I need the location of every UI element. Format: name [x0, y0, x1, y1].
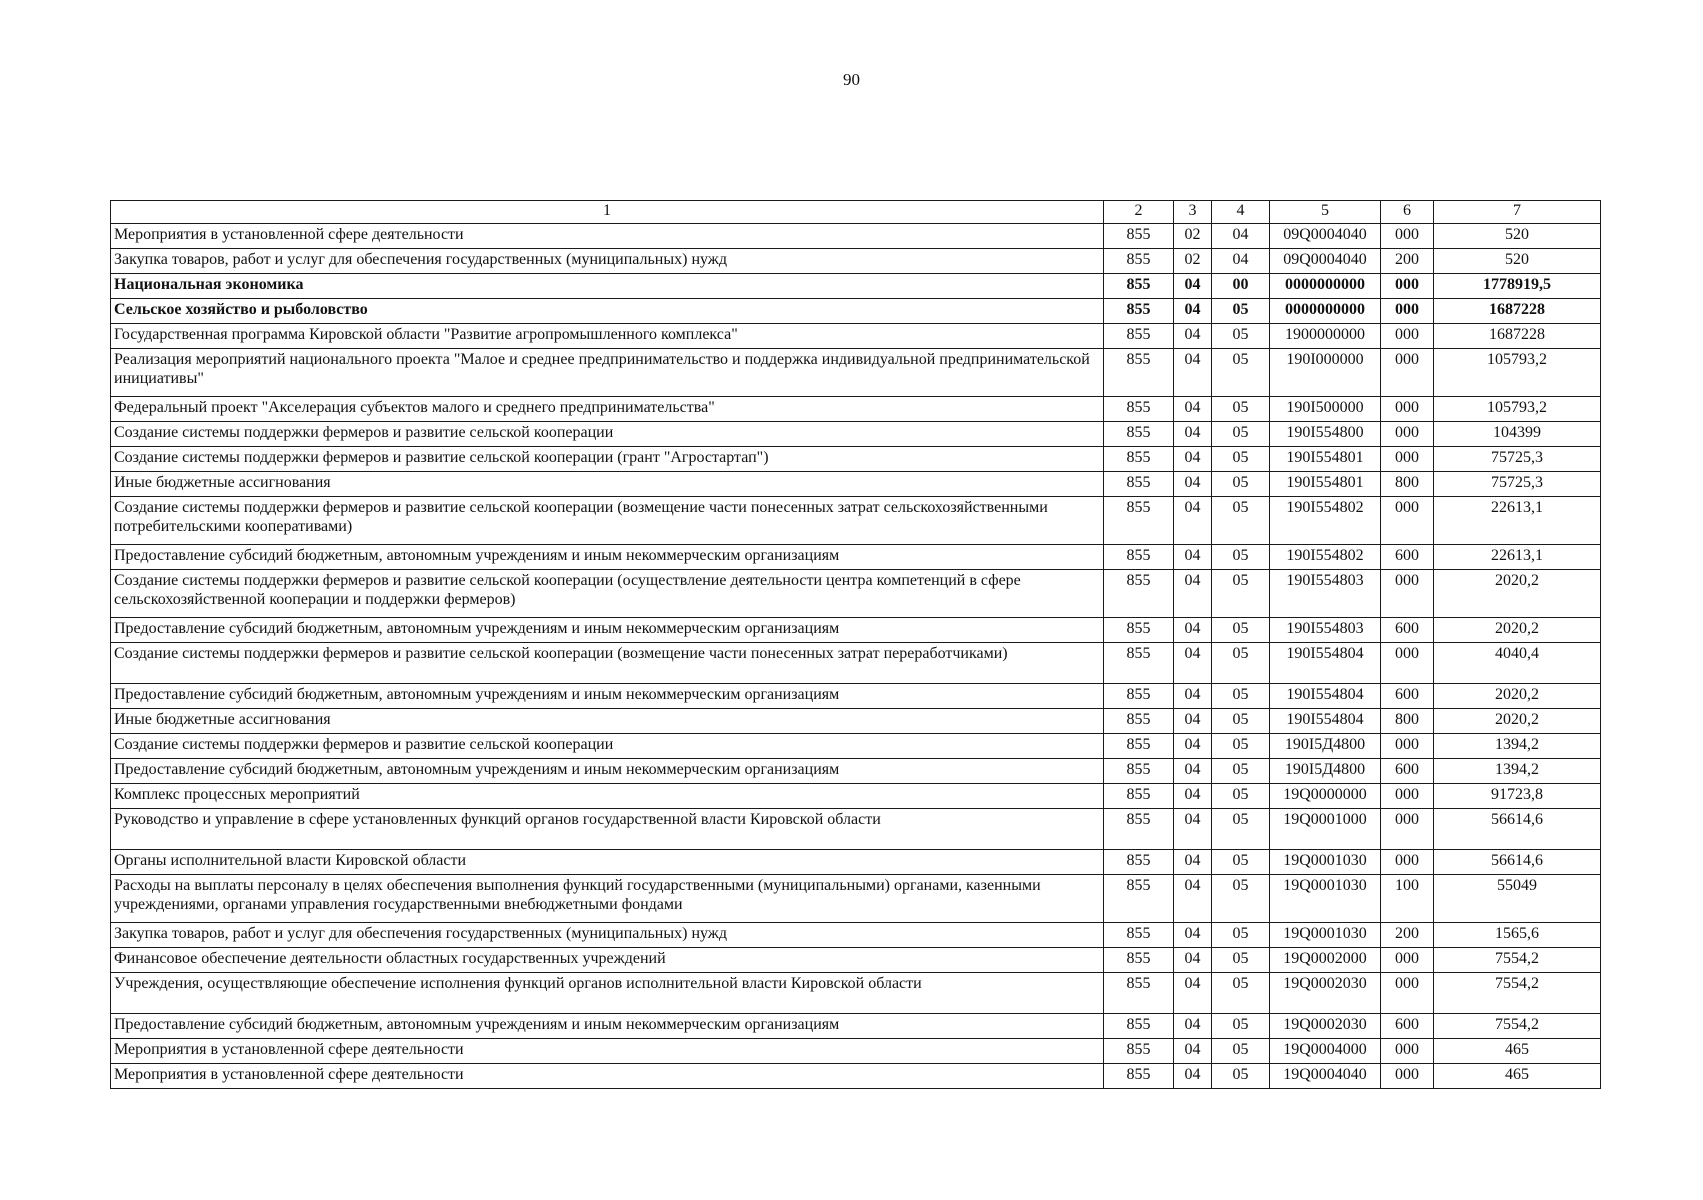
row-name-cell: Закупка товаров, работ и услуг для обеспечения государственных (муниципальных) нужд [111, 923, 1104, 948]
row-target-article-code: 19Q0001000 [1270, 809, 1381, 850]
row-section-code: 04 [1174, 447, 1212, 472]
row-target-article-code: 19Q0001030 [1270, 875, 1381, 923]
row-admin-code: 855 [1104, 422, 1174, 447]
row-section-code: 04 [1174, 973, 1212, 1014]
header-cell-admin: 2 [1104, 201, 1174, 224]
table-row [111, 618, 1601, 643]
row-admin-code: 855 [1104, 784, 1174, 809]
row-expense-type-code: 100 [1381, 875, 1434, 923]
row-subsection-code: 05 [1212, 784, 1270, 809]
row-name-cell: Создание системы поддержки фермеров и развитие сельской кооперации (возмещение части понесенных затрат переработчиками) [111, 643, 1104, 684]
row-amount: 1565,6 [1434, 923, 1601, 948]
row-section-code: 04 [1174, 324, 1212, 349]
page-number: 90 [843, 70, 860, 89]
header-cell-name: 1 [111, 201, 1104, 224]
row-admin-code: 855 [1104, 709, 1174, 734]
row-admin-code: 855 [1104, 948, 1174, 973]
row-amount: 1394,2 [1434, 759, 1601, 784]
row-amount: 22613,1 [1434, 545, 1601, 570]
row-section-code: 04 [1174, 570, 1212, 618]
row-expense-type-code: 000 [1381, 948, 1434, 973]
row-subsection-code: 00 [1212, 274, 1270, 299]
table-header-row [111, 201, 1601, 224]
row-amount: 75725,3 [1434, 472, 1601, 497]
row-admin-code: 855 [1104, 249, 1174, 274]
row-name-cell: Мероприятия в установленной сфере деятельности [111, 224, 1104, 249]
row-amount: 7554,2 [1434, 973, 1601, 1014]
row-subsection-code: 05 [1212, 923, 1270, 948]
row-expense-type-code: 000 [1381, 349, 1434, 397]
row-name-cell: Создание системы поддержки фермеров и развитие сельской кооперации (грант "Агростартап") [111, 447, 1104, 472]
row-name-cell: Предоставление субсидий бюджетным, автономным учреждениям и иным некоммерческим организациям [111, 1014, 1104, 1039]
table-row [111, 973, 1601, 1014]
row-expense-type-code: 000 [1381, 447, 1434, 472]
row-subsection-code: 05 [1212, 709, 1270, 734]
row-section-code: 04 [1174, 397, 1212, 422]
row-name-cell: Комплекс процессных мероприятий [111, 784, 1104, 809]
row-subsection-code: 04 [1212, 224, 1270, 249]
row-expense-type-code: 000 [1381, 784, 1434, 809]
table-row [111, 349, 1601, 397]
row-subsection-code: 05 [1212, 684, 1270, 709]
row-amount: 2020,2 [1434, 618, 1601, 643]
row-name-cell: Предоставление субсидий бюджетным, автономным учреждениям и иным некоммерческим организациям [111, 684, 1104, 709]
row-subsection-code: 05 [1212, 618, 1270, 643]
row-admin-code: 855 [1104, 973, 1174, 1014]
row-amount: 1778919,5 [1434, 274, 1601, 299]
row-subsection-code: 05 [1212, 850, 1270, 875]
row-section-code: 04 [1174, 850, 1212, 875]
row-subsection-code: 05 [1212, 397, 1270, 422]
row-section-code: 04 [1174, 709, 1212, 734]
row-target-article-code: 190I554804 [1270, 709, 1381, 734]
row-subsection-code: 05 [1212, 422, 1270, 447]
row-expense-type-code: 000 [1381, 643, 1434, 684]
row-amount: 1687228 [1434, 299, 1601, 324]
row-target-article-code: 19Q0002000 [1270, 948, 1381, 973]
row-name-cell: Расходы на выплаты персоналу в целях обеспечения выполнения функций государственными (муниципальными) органами, казенными учреждениями, органами управления государственными внебюджетными фондами [111, 875, 1104, 923]
header-cell-subsection: 4 [1212, 201, 1270, 224]
row-target-article-code: 190I554803 [1270, 618, 1381, 643]
row-section-code: 04 [1174, 684, 1212, 709]
row-section-code: 04 [1174, 1014, 1212, 1039]
row-expense-type-code: 800 [1381, 472, 1434, 497]
row-subsection-code: 05 [1212, 1014, 1270, 1039]
row-name-cell: Создание системы поддержки фермеров и развитие сельской кооперации (осуществление деятельности центра компетенций в сфере сельскохозяйственной кооперации и поддержки фермеров) [111, 570, 1104, 618]
table-row [111, 850, 1601, 875]
row-section-code: 04 [1174, 784, 1212, 809]
row-target-article-code: 19Q0004040 [1270, 1064, 1381, 1089]
row-name-cell: Мероприятия в установленной сфере деятельности [111, 1039, 1104, 1064]
row-target-article-code: 190I5Д4800 [1270, 759, 1381, 784]
row-section-code: 04 [1174, 422, 1212, 447]
row-expense-type-code: 000 [1381, 324, 1434, 349]
row-section-code: 04 [1174, 545, 1212, 570]
table-row [111, 324, 1601, 349]
row-amount: 2020,2 [1434, 570, 1601, 618]
row-amount: 2020,2 [1434, 709, 1601, 734]
row-name-cell: Предоставление субсидий бюджетным, автономным учреждениям и иным некоммерческим организациям [111, 759, 1104, 784]
row-target-article-code: 09Q0004040 [1270, 224, 1381, 249]
row-section-code: 04 [1174, 923, 1212, 948]
row-section-code: 04 [1174, 948, 1212, 973]
row-subsection-code: 05 [1212, 875, 1270, 923]
table-row [111, 759, 1601, 784]
row-subsection-code: 04 [1212, 249, 1270, 274]
row-amount: 7554,2 [1434, 1014, 1601, 1039]
table-row [111, 397, 1601, 422]
row-amount: 465 [1434, 1064, 1601, 1089]
row-subsection-code: 05 [1212, 948, 1270, 973]
row-subsection-code: 05 [1212, 545, 1270, 570]
row-section-code: 02 [1174, 224, 1212, 249]
row-name-cell: Реализация мероприятий национального проекта "Малое и среднее предпринимательство и поддержка индивидуальной предпринимательской инициативы" [111, 349, 1104, 397]
row-admin-code: 855 [1104, 274, 1174, 299]
table-row [111, 422, 1601, 447]
row-name-cell: Иные бюджетные ассигнования [111, 709, 1104, 734]
row-amount: 105793,2 [1434, 397, 1601, 422]
row-name-cell: Иные бюджетные ассигнования [111, 472, 1104, 497]
row-expense-type-code: 000 [1381, 497, 1434, 545]
row-admin-code: 855 [1104, 447, 1174, 472]
row-expense-type-code: 200 [1381, 923, 1434, 948]
row-expense-type-code: 000 [1381, 299, 1434, 324]
table-row [111, 784, 1601, 809]
row-target-article-code: 19Q0002030 [1270, 1014, 1381, 1039]
row-expense-type-code: 600 [1381, 1014, 1434, 1039]
row-admin-code: 855 [1104, 875, 1174, 923]
table-row [111, 643, 1601, 684]
row-section-code: 04 [1174, 299, 1212, 324]
header-cell-target-article: 5 [1270, 201, 1381, 224]
row-admin-code: 855 [1104, 349, 1174, 397]
row-admin-code: 855 [1104, 734, 1174, 759]
row-subsection-code: 05 [1212, 447, 1270, 472]
row-section-code: 02 [1174, 249, 1212, 274]
row-name-cell: Государственная программа Кировской области "Развитие агропромышленного комплекса" [111, 324, 1104, 349]
row-subsection-code: 05 [1212, 1064, 1270, 1089]
table-row [111, 1064, 1601, 1089]
row-expense-type-code: 000 [1381, 422, 1434, 447]
row-section-code: 04 [1174, 875, 1212, 923]
row-name-cell: Создание системы поддержки фермеров и развитие сельской кооперации [111, 734, 1104, 759]
table-row [111, 948, 1601, 973]
row-amount: 22613,1 [1434, 497, 1601, 545]
row-name-cell: Учреждения, осуществляющие обеспечение исполнения функций органов исполнительной власти Кировской области [111, 973, 1104, 1014]
row-name-cell: Предоставление субсидий бюджетным, автономным учреждениям и иным некоммерческим организациям [111, 618, 1104, 643]
row-subsection-code: 05 [1212, 973, 1270, 1014]
row-admin-code: 855 [1104, 397, 1174, 422]
row-name-cell: Национальная экономика [111, 274, 1104, 299]
row-target-article-code: 190I5Д4800 [1270, 734, 1381, 759]
table-row [111, 545, 1601, 570]
row-name-cell: Создание системы поддержки фермеров и развитие сельской кооперации (возмещение части понесенных затрат сельскохозяйственными потребительскими кооперативами) [111, 497, 1104, 545]
row-admin-code: 855 [1104, 497, 1174, 545]
row-expense-type-code: 000 [1381, 274, 1434, 299]
row-section-code: 04 [1174, 643, 1212, 684]
table-row [111, 472, 1601, 497]
row-target-article-code: 19Q0000000 [1270, 784, 1381, 809]
row-amount: 55049 [1434, 875, 1601, 923]
row-expense-type-code: 000 [1381, 1064, 1434, 1089]
row-target-article-code: 19Q0001030 [1270, 850, 1381, 875]
row-name-cell: Органы исполнительной власти Кировской области [111, 850, 1104, 875]
row-subsection-code: 05 [1212, 349, 1270, 397]
row-subsection-code: 05 [1212, 299, 1270, 324]
row-amount: 7554,2 [1434, 948, 1601, 973]
table-row [111, 923, 1601, 948]
row-target-article-code: 190I554802 [1270, 497, 1381, 545]
row-target-article-code: 19Q0001030 [1270, 923, 1381, 948]
row-admin-code: 855 [1104, 299, 1174, 324]
row-name-cell: Мероприятия в установленной сфере деятельности [111, 1064, 1104, 1089]
row-expense-type-code: 000 [1381, 570, 1434, 618]
row-admin-code: 855 [1104, 618, 1174, 643]
table-row [111, 447, 1601, 472]
row-expense-type-code: 600 [1381, 684, 1434, 709]
row-target-article-code: 190I554804 [1270, 643, 1381, 684]
row-amount: 56614,6 [1434, 809, 1601, 850]
row-target-article-code: 190I554800 [1270, 422, 1381, 447]
table-row [111, 224, 1601, 249]
row-amount: 56614,6 [1434, 850, 1601, 875]
row-amount: 91723,8 [1434, 784, 1601, 809]
row-section-code: 04 [1174, 349, 1212, 397]
row-expense-type-code: 000 [1381, 809, 1434, 850]
row-admin-code: 855 [1104, 684, 1174, 709]
row-amount: 1394,2 [1434, 734, 1601, 759]
row-amount: 520 [1434, 249, 1601, 274]
row-name-cell: Закупка товаров, работ и услуг для обеспечения государственных (муниципальных) нужд [111, 249, 1104, 274]
row-section-code: 04 [1174, 734, 1212, 759]
row-subsection-code: 05 [1212, 1039, 1270, 1064]
table-row [111, 875, 1601, 923]
row-amount: 105793,2 [1434, 349, 1601, 397]
table-row [111, 1039, 1601, 1064]
header-cell-expense-type: 6 [1381, 201, 1434, 224]
table-row [111, 570, 1601, 618]
row-target-article-code: 0000000000 [1270, 274, 1381, 299]
row-target-article-code: 0000000000 [1270, 299, 1381, 324]
table-row [111, 734, 1601, 759]
row-expense-type-code: 000 [1381, 224, 1434, 249]
row-admin-code: 855 [1104, 224, 1174, 249]
row-section-code: 04 [1174, 1039, 1212, 1064]
row-target-article-code: 190I554803 [1270, 570, 1381, 618]
table-row [111, 497, 1601, 545]
row-section-code: 04 [1174, 618, 1212, 643]
table-row [111, 1014, 1601, 1039]
header-cell-amount: 7 [1434, 201, 1601, 224]
row-subsection-code: 05 [1212, 570, 1270, 618]
row-section-code: 04 [1174, 1064, 1212, 1089]
row-section-code: 04 [1174, 759, 1212, 784]
row-target-article-code: 190I500000 [1270, 397, 1381, 422]
row-target-article-code: 1900000000 [1270, 324, 1381, 349]
table-row [111, 684, 1601, 709]
row-amount: 1687228 [1434, 324, 1601, 349]
row-expense-type-code: 600 [1381, 545, 1434, 570]
row-section-code: 04 [1174, 274, 1212, 299]
row-name-cell: Руководство и управление в сфере установленных функций органов государственной власти Кировской области [111, 809, 1104, 850]
table-row [111, 274, 1601, 299]
row-subsection-code: 05 [1212, 472, 1270, 497]
row-target-article-code: 190I554802 [1270, 545, 1381, 570]
table-body [111, 201, 1601, 1089]
row-amount: 75725,3 [1434, 447, 1601, 472]
row-target-article-code: 190I554801 [1270, 447, 1381, 472]
row-subsection-code: 05 [1212, 809, 1270, 850]
row-admin-code: 855 [1104, 759, 1174, 784]
row-expense-type-code: 200 [1381, 249, 1434, 274]
row-amount: 520 [1434, 224, 1601, 249]
row-amount: 2020,2 [1434, 684, 1601, 709]
row-expense-type-code: 000 [1381, 973, 1434, 1014]
table-row [111, 709, 1601, 734]
header-cell-section: 3 [1174, 201, 1212, 224]
row-name-cell: Создание системы поддержки фермеров и развитие сельской кооперации [111, 422, 1104, 447]
row-admin-code: 855 [1104, 1064, 1174, 1089]
row-name-cell: Сельское хозяйство и рыболовство [111, 299, 1104, 324]
row-admin-code: 855 [1104, 923, 1174, 948]
row-amount: 465 [1434, 1039, 1601, 1064]
row-expense-type-code: 000 [1381, 734, 1434, 759]
row-target-article-code: 19Q0002030 [1270, 973, 1381, 1014]
row-admin-code: 855 [1104, 809, 1174, 850]
row-amount: 104399 [1434, 422, 1601, 447]
table-row [111, 299, 1601, 324]
row-expense-type-code: 000 [1381, 850, 1434, 875]
row-subsection-code: 05 [1212, 643, 1270, 684]
row-name-cell: Финансовое обеспечение деятельности областных государственных учреждений [111, 948, 1104, 973]
row-target-article-code: 19Q0004000 [1270, 1039, 1381, 1064]
row-section-code: 04 [1174, 809, 1212, 850]
row-admin-code: 855 [1104, 472, 1174, 497]
row-expense-type-code: 600 [1381, 618, 1434, 643]
row-admin-code: 855 [1104, 545, 1174, 570]
row-name-cell: Федеральный проект "Акселерация субъектов малого и среднего предпринимательства" [111, 397, 1104, 422]
row-expense-type-code: 000 [1381, 397, 1434, 422]
row-expense-type-code: 600 [1381, 759, 1434, 784]
row-section-code: 04 [1174, 497, 1212, 545]
row-target-article-code: 190I554801 [1270, 472, 1381, 497]
row-section-code: 04 [1174, 472, 1212, 497]
row-target-article-code: 09Q0004040 [1270, 249, 1381, 274]
row-subsection-code: 05 [1212, 497, 1270, 545]
budget-table [110, 200, 1601, 1089]
row-subsection-code: 05 [1212, 734, 1270, 759]
row-target-article-code: 190I000000 [1270, 349, 1381, 397]
row-target-article-code: 190I554804 [1270, 684, 1381, 709]
row-expense-type-code: 000 [1381, 1039, 1434, 1064]
row-amount: 4040,4 [1434, 643, 1601, 684]
row-admin-code: 855 [1104, 1014, 1174, 1039]
row-subsection-code: 05 [1212, 759, 1270, 784]
row-admin-code: 855 [1104, 570, 1174, 618]
table-row [111, 809, 1601, 850]
row-admin-code: 855 [1104, 1039, 1174, 1064]
row-admin-code: 855 [1104, 324, 1174, 349]
row-subsection-code: 05 [1212, 324, 1270, 349]
row-name-cell: Предоставление субсидий бюджетным, автономным учреждениям и иным некоммерческим организациям [111, 545, 1104, 570]
row-admin-code: 855 [1104, 643, 1174, 684]
table-row [111, 249, 1601, 274]
row-admin-code: 855 [1104, 850, 1174, 875]
row-expense-type-code: 800 [1381, 709, 1434, 734]
